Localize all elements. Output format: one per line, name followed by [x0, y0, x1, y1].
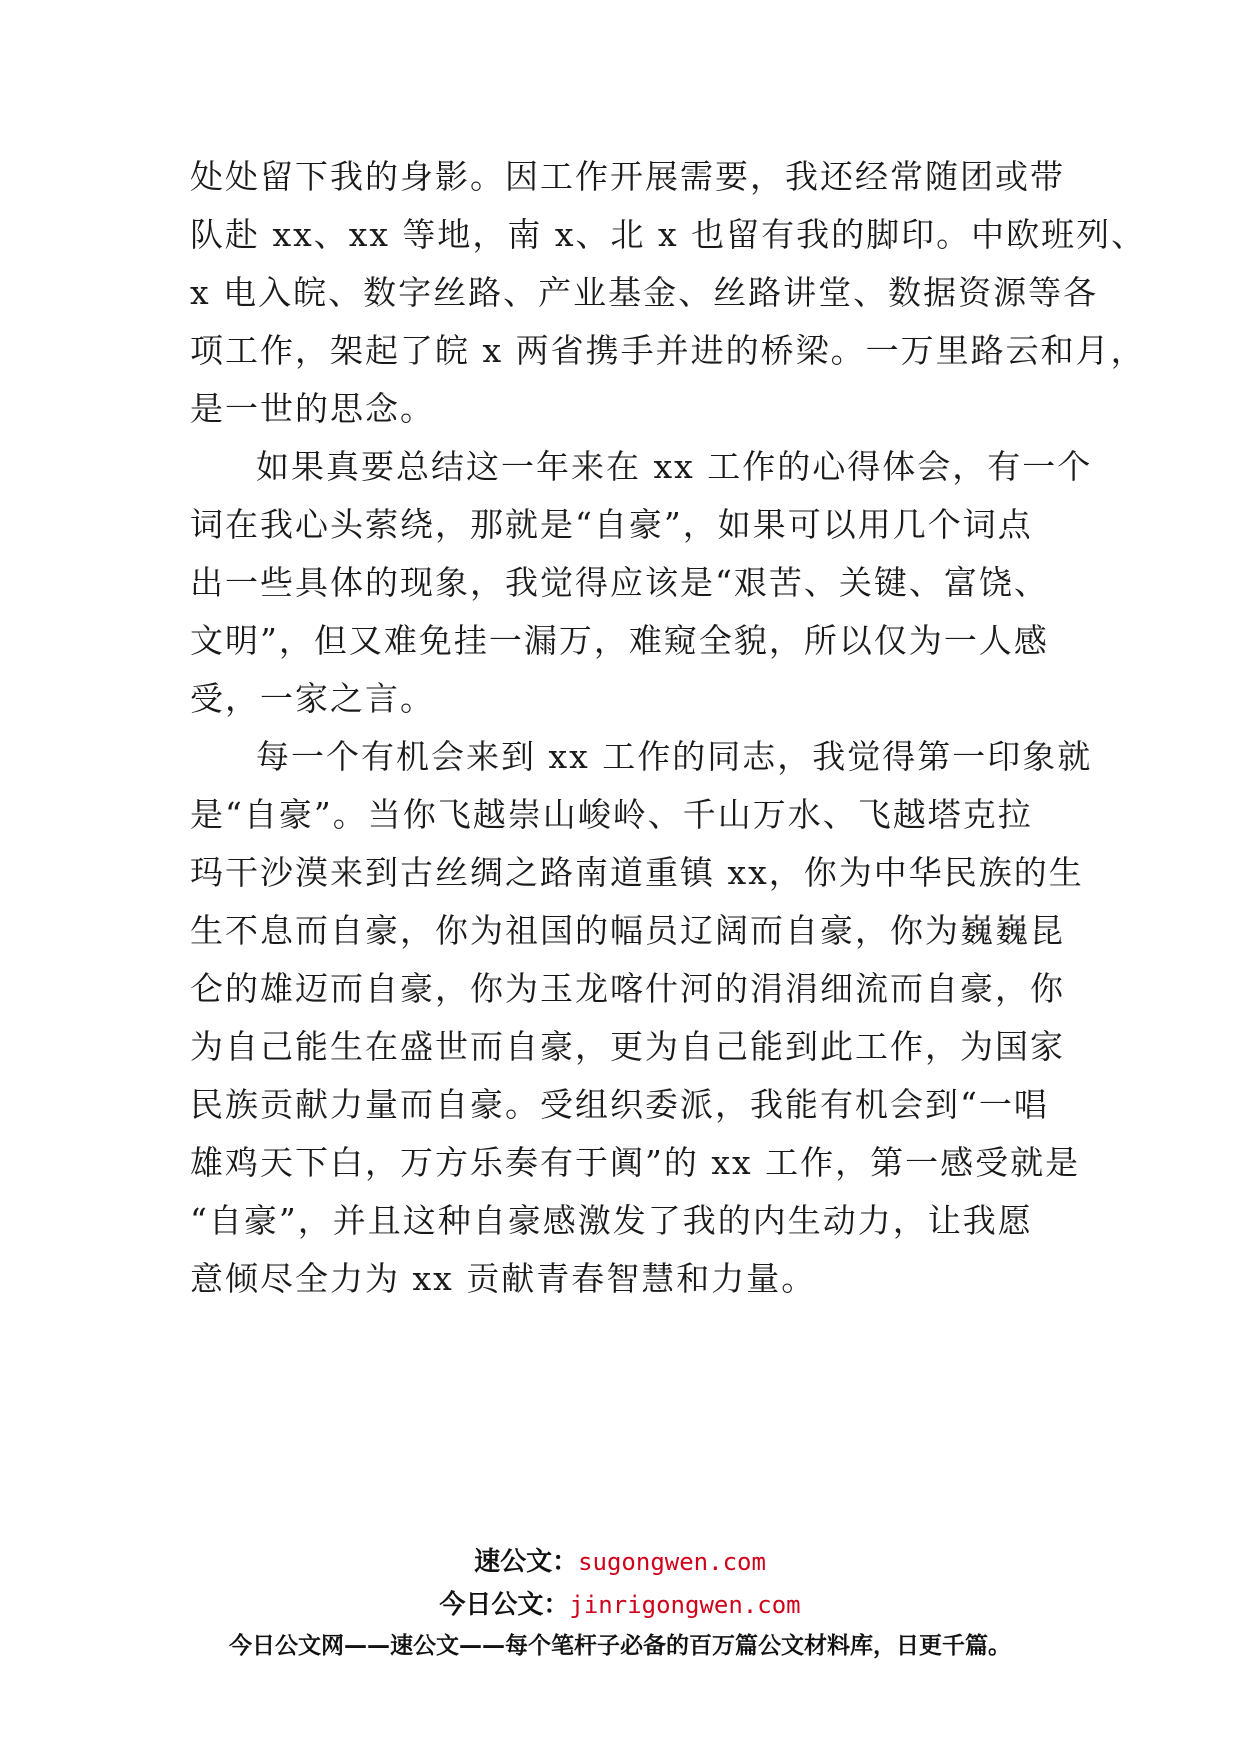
text-line: x 电入皖、数字丝路、产业基金、丝路讲堂、数据资源等各	[190, 273, 1099, 312]
footer-jinrigongwen	[0, 1584, 1240, 1621]
text-line: 是“自豪”。当你飞越崇山峻岭、千山万水、飞越塔克拉	[190, 795, 1033, 834]
sugongwen-label: 速公文：	[474, 1547, 579, 1577]
paragraph-start-line: 每一个有机会来到 xx 工作的同志，我觉得第一印象就	[256, 737, 1093, 776]
text-line: 仑的雄迈而自豪，你为玉龙喀什河的涓涓细流而自豪，你	[190, 969, 1065, 1008]
text-line: 队赴 xx、xx 等地，南 x、北 x 也留有我的脚印。中欧班列、	[190, 215, 1147, 254]
text-line: 民族贡献力量而自豪。受组织委派，我能有机会到“一唱	[190, 1085, 1049, 1124]
footer-sugongwen	[0, 1541, 1240, 1578]
text-line: “自豪”，并且这种自豪感激发了我的内生动力，让我愿	[190, 1201, 1033, 1240]
text-line: 是一世的思念。	[190, 389, 435, 428]
paragraph-start-line: 如果真要总结这一年来在 xx 工作的心得体会，有一个	[256, 447, 1093, 486]
text-line: 词在我心头萦绕，那就是“自豪”，如果可以用几个词点	[190, 505, 1033, 544]
text-line: 生不息而自豪，你为祖国的幅员辽阔而自豪，你为巍巍昆	[190, 911, 1065, 950]
footer-slogan: 今日公文网——速公文——每个笔杆子必备的百万篇公文材料库，日更千篇。	[229, 1633, 1011, 1659]
text-line: 项工作，架起了皖 x 两省携手并进的桥梁。一万里路云和月，	[190, 331, 1146, 370]
text-line: 为自己能生在盛世而自豪，更为自己能到此工作，为国家	[190, 1027, 1065, 1066]
text-line: 雄鸡天下白，万方乐奏有于阗”的 xx 工作，第一感受就是	[190, 1143, 1081, 1182]
text-line: 意倾尽全力为 xx 贡献青春智慧和力量。	[190, 1259, 817, 1298]
jinrigongwen-label: 今日公文：	[439, 1590, 570, 1620]
text-line: 处处留下我的身影。因工作开展需要，我还经常随团或带	[190, 157, 1065, 196]
text-line: 玛干沙漠来到古丝绸之路南道重镇 xx，你为中华民族的生	[190, 853, 1084, 892]
jinrigongwen-link[interactable]: jinrigongwen.com	[569, 1591, 801, 1619]
text-line: 出一些具体的现象，我觉得应该是“艰苦、关键、富饶、	[190, 563, 1049, 602]
text-line: 受，一家之言。	[190, 679, 435, 718]
text-line: 文明”，但又难免挂一漏万，难窥全貌，所以仅为一人感	[190, 621, 1049, 660]
sugongwen-link[interactable]: sugongwen.com	[578, 1548, 766, 1576]
